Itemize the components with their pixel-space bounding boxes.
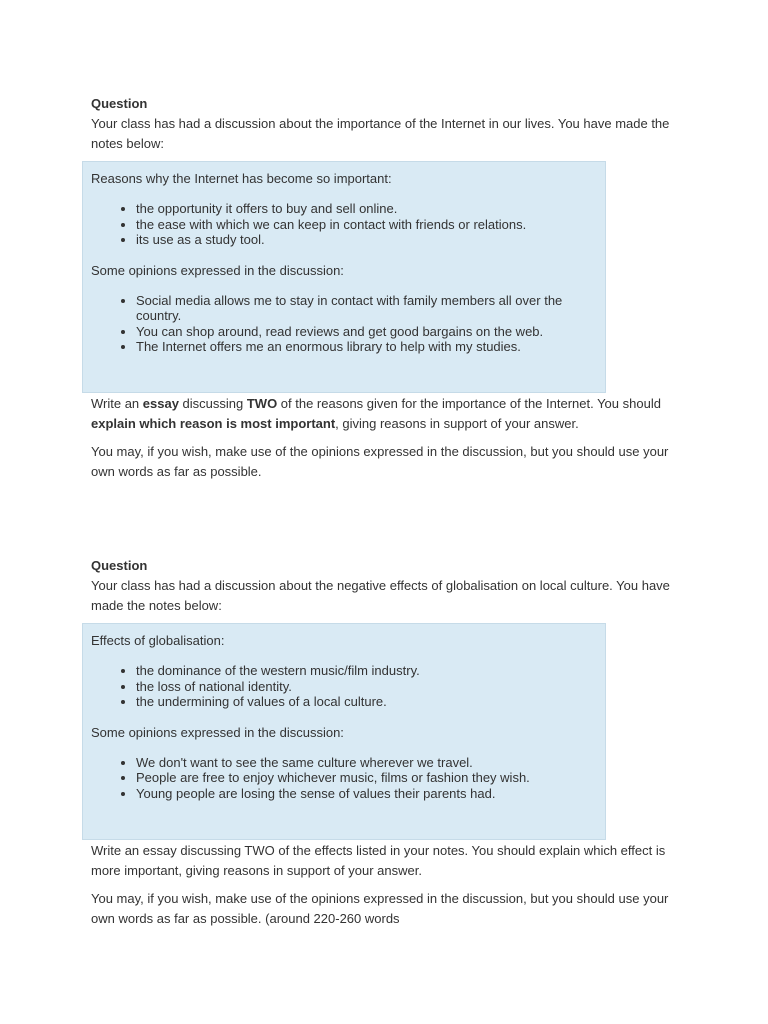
opinions-title: Some opinions expressed in the discussion:	[91, 724, 344, 740]
task-text: of the reasons given for the importance of the Internet. You should	[277, 396, 661, 411]
opinions-list	[91, 755, 597, 802]
list-item: • its use as a study tool.	[136, 232, 597, 248]
task-instructions: Write an essay discussing TWO of the effects listed in your notes. You should explain which effect is more important, giving reasons in support of your answer.	[91, 843, 666, 878]
question-heading: Question	[91, 96, 148, 111]
notes-title: Reasons why the Internet has become so important:	[91, 171, 392, 186]
task-emphasis: essay	[142, 396, 179, 411]
list-item: • the loss of national identity.	[136, 679, 597, 695]
list-item: • We don't want to see the same culture wherever we travel.	[136, 755, 597, 771]
question-1-task	[91, 394, 681, 482]
reasons-list	[91, 201, 597, 248]
list-item: • You can shop around, read reviews and get good bargains on the web.	[136, 324, 597, 340]
task-emphasis: explain which reason is most important	[91, 416, 336, 431]
list-item: • the undermining of values of a local culture.	[136, 694, 597, 710]
opinions-list	[91, 293, 597, 355]
list-item: • the dominance of the western music/film industry.	[136, 663, 597, 679]
optional-note: You may, if you wish, make use of the opinions expressed in the discussion, but you should use your own words as far as possible. (around 220-260 words	[91, 891, 669, 926]
list-item: • Young people are losing the sense of values their parents had.	[136, 786, 597, 802]
question-1-header	[91, 94, 691, 154]
task-emphasis: TWO	[246, 396, 278, 411]
effects-list	[91, 663, 597, 710]
task-text: discussing	[178, 396, 247, 411]
optional-note: You may, if you wish, make use of the opinions expressed in the discussion, but you should use your own words as far as possible.	[91, 444, 669, 479]
list-item: • The Internet offers me an enormous library to help with my studies.	[136, 339, 597, 355]
opinions-title: Some opinions expressed in the discussion:	[91, 262, 344, 278]
task-text: Write an	[91, 396, 143, 411]
list-item: • the ease with which we can keep in contact with friends or relations.	[136, 217, 597, 233]
list-item: • Social media allows me to stay in contact with family members all over the country.	[136, 293, 576, 324]
notes-box	[82, 623, 606, 840]
notes-box	[82, 161, 606, 393]
question-intro: Your class has had a discussion about the importance of the Internet in our lives. You have made the notes below:	[91, 116, 670, 151]
list-item: • People are free to enjoy whichever music, films or fashion they wish.	[136, 770, 597, 786]
task-instructions	[91, 394, 681, 434]
question-2-task	[91, 841, 686, 929]
task-text: , giving reasons in support of your answer.	[335, 416, 579, 431]
question-intro: Your class has had a discussion about the negative effects of globalisation on local culture. You have made the notes below:	[91, 578, 670, 613]
notes-title: Effects of globalisation:	[91, 633, 225, 648]
question-2-header	[91, 556, 691, 616]
list-item: • the opportunity it offers to buy and sell online.	[136, 201, 597, 217]
question-heading: Question	[91, 558, 148, 573]
